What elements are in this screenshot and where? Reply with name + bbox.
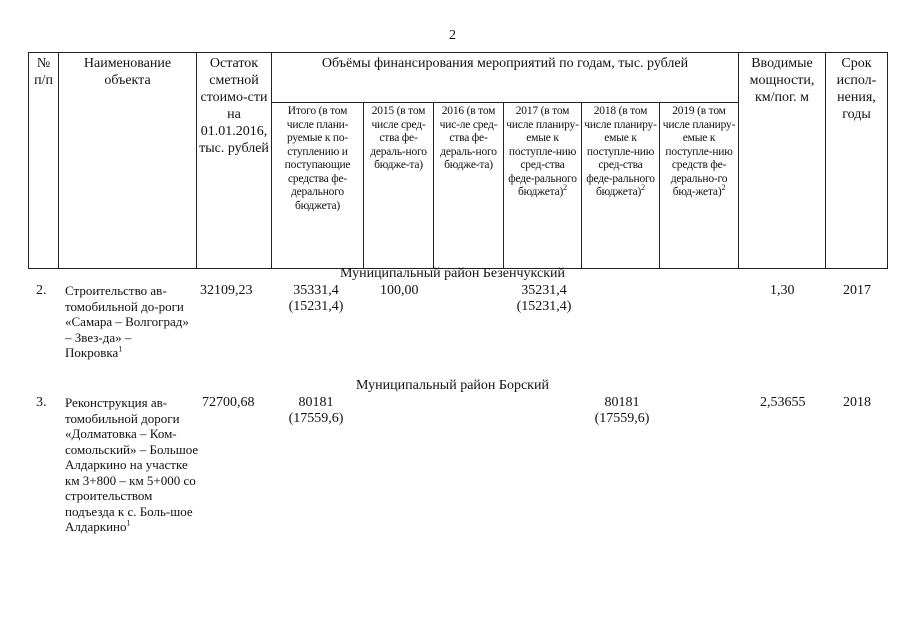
row-2017: 35231,4 (15231,4) xyxy=(516,283,572,314)
section-title-bezenchuk: Муниципальный район Безенчукский xyxy=(339,266,565,281)
page-number: 2 xyxy=(449,28,456,43)
row-name: Строительство ав-томобильной до-роги «Самара – Волгоград» – Звез-да» – Покровка$^1$ xyxy=(65,283,189,360)
row-capacity: 2,53655 xyxy=(760,395,806,410)
header-name: Наименование объекта xyxy=(59,53,197,269)
header-table xyxy=(28,52,888,269)
header-2016: 2016 (в том чис-ле сред-ства фе-дераль-ного бюдже-та) xyxy=(434,103,504,269)
section-title-borsky: Муниципальный район Борский xyxy=(356,378,549,393)
row-total: 35331,4 (15231,4) xyxy=(288,283,344,314)
header-remainder: Остаток сметной стоимо-сти на 01.01.2016, тыс. рублей xyxy=(197,53,272,269)
row-2018: 80181 (17559,6) xyxy=(594,395,650,426)
row-capacity: 1,30 xyxy=(770,283,795,298)
row-name: Реконструкция ав-томобильной дороги «Долматовка – Ком-сомольский» – Большое Алдаркино на участке км 3+800 – км 5+000 со строительством подъезда к с. Боль-шое Алдаркино$^1$ xyxy=(65,395,199,534)
row-term: 2018 xyxy=(843,395,871,410)
row-remainder: 32109,23 xyxy=(200,283,253,298)
row-num: 3. xyxy=(36,395,47,410)
row-term: 2017 xyxy=(843,283,871,298)
header-funding: Объёмы финансирования мероприятий по годам, тыс. рублей xyxy=(272,53,739,103)
header-2015: 2015 (в том числе сред-ства фе-дераль-ного бюдже-та) xyxy=(364,103,434,269)
header-2017: 2017 (в том числе планиру-емые к поступле-нию сред-ства феде-рального бюджета)$^2$ xyxy=(504,103,582,269)
header-2018: 2018 (в том числе планиру-емые к поступле-нию сред-ства феде-рального бюджета)$^2$ xyxy=(582,103,660,269)
header-term: Срок испол-нения, годы xyxy=(826,53,888,269)
row-total: 80181 (17559,6) xyxy=(288,395,344,426)
row-2015: 100,00 xyxy=(380,283,419,298)
header-2019: 2019 (в том числе планиру-емые к поступле-нию средств фе-дерально-го бюд-жета)$^2$ xyxy=(660,103,739,269)
header-num: № п/п xyxy=(29,53,59,269)
header-capacity: Вводимые мощности, км/пог. м xyxy=(739,53,826,269)
header-total: Итого (в том числе плани-руемые к по-ступлению и поступающие средства фе-дерального бюджета) xyxy=(272,103,364,269)
row-num: 2. xyxy=(36,283,47,298)
row-remainder: 72700,68 xyxy=(202,395,255,410)
